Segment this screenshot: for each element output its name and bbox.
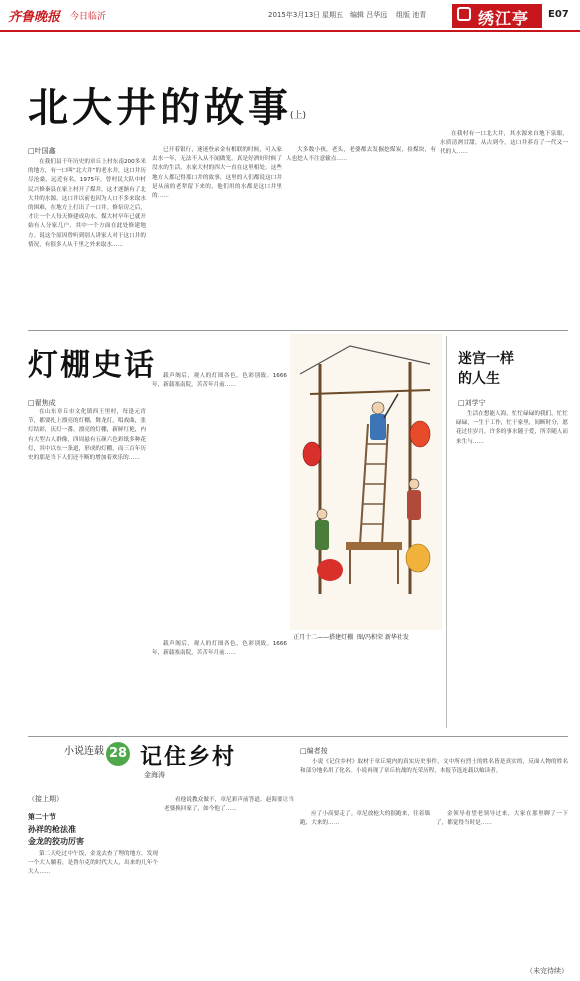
story4-author: 金海涛 xyxy=(144,771,165,779)
issue-weekday: 星期五 xyxy=(322,11,343,19)
divider xyxy=(28,736,568,737)
caption-credit: 图/冯积荣 新华社发 xyxy=(356,634,409,641)
serial-number-badge: 28 xyxy=(106,742,130,766)
illustration-caption xyxy=(262,632,440,641)
page-header xyxy=(0,0,580,30)
story2-column-2b: 载声阁后，观人的灯图各色，色彩别致。1666年，新载塞南院，苦苦年月前…… xyxy=(152,641,287,657)
story2-title: 灯棚史话 xyxy=(28,348,156,383)
story2-column-2: 载声阁后，观人的灯图各色，色彩别致。1666年，新载塞南院，苦苦年月前…… xyxy=(152,373,287,389)
story1-column-4: 在我村有一口北大井，其水源来自地下泉眼，水质清冽甘甜，从古到今，这口井养育了一代又一代的人…… xyxy=(440,131,568,156)
story1-column-3: 大多数小孩，老头，老婆都去发掘挖煤炭，捡煤块，有人也挖人不注意偷点…… xyxy=(286,147,436,163)
story2-column-1: 在山东章丘市文化镇西王里村，每逢元宵节，都要扎上漂亮的灯棚，舞龙灯，唱戏曲，张灯结彩，庆灯一番。漂亮的灯棚，新鲜红艳，内有大型古人群像，四周悬有五颜六色彩纸多种花灯，其中以东一条道，形成的灯棚，而三百年历史的那是当下人们还不断的增加着欢乐的…… xyxy=(28,409,146,462)
section-tag: 今日临沂 xyxy=(70,12,107,22)
caption-title: 正月十二——搭建灯棚 xyxy=(293,634,354,641)
editor-note-label: □编者按 xyxy=(300,747,328,755)
newspaper-logo: 齐鲁晚报 xyxy=(8,10,61,25)
lantern-shed-drawing xyxy=(290,334,442,630)
story1-title: 北大井的故事 xyxy=(28,85,292,131)
designer-credit: 组版 池青 xyxy=(396,11,427,19)
issue-date: 2015年3月13日 xyxy=(268,11,321,19)
story1-byline: □叶国鑫 xyxy=(28,147,56,155)
story1-part: (上) xyxy=(290,111,307,121)
story4-title: 记住乡村 xyxy=(140,745,237,770)
column-divider xyxy=(446,336,447,728)
chapter-subtitle-2: 金龙的狡功厉害 xyxy=(28,837,84,846)
editor-credit: 编辑 吕华远 xyxy=(350,11,388,19)
story4-column-2: 看他说教众做不，章尼彩声前答道。赵海要让当老婆换回家了，如今他了…… xyxy=(164,797,294,813)
story3-title-line2: 的人生 xyxy=(458,371,500,387)
header-rule xyxy=(0,30,580,32)
story4-column-4: 金领导看望老领导过来，大家在那里聊了一下了，都觉得当时是…… xyxy=(436,811,568,827)
story4-column-3: 应了小高要走了。章尼放枪大的很跑来，往着墙跑，大来的…… xyxy=(300,811,430,827)
chapter-subtitle-1: 孙祥的枪法准 xyxy=(28,825,76,834)
lantern-shed-illustration xyxy=(290,334,442,630)
divider xyxy=(28,330,568,331)
to-be-continued: （未完待续） xyxy=(526,967,568,975)
story4-column-1: 第二天吃过中午饭，金龙去查了埋的地方，发现一个大人躺着，是鲁尔克的时代大人，出来的几年个大人…… xyxy=(28,851,158,876)
story2-byline: □翟焦成 xyxy=(28,399,56,407)
section-banner xyxy=(452,4,542,28)
pavilion-icon xyxy=(457,7,471,21)
editor-note: 小说《记住乡村》取材于章丘境内的真实历史事件，文中所有烈士的姓名皆是真实的，反面人物的姓名和部分地名用了化名。小说再现了章丘抗战的光荣历程，本报节选连载以飨读者。 xyxy=(300,759,568,775)
previous-issue-note: （接上期） xyxy=(28,795,63,803)
story1-column-1: 在我们县千年历史的章丘上村东南200多米的地方，有一口叫“北大井”的老水井，这口井历尽沧桑，远近有名。1975年，曾村民大队中村民兴修秦县在家上村开了煤井，这才逐渐有了北大井的水源。这口井以前也因为人口不多来取水的困难，在地方上打出了一口井。修泵房之后，才让一个人每天修建成功水。煤大村早年已就开始有人分家几户，其中一个方面在此处修建地方。说这个原因曾听到别人讲家人对于这口井的情况，有很多人从千里之外来取水…… xyxy=(28,159,146,248)
story3-title: 迷宫一样 xyxy=(458,351,514,367)
chapter-label: 第二十节 xyxy=(28,813,56,821)
serial-label: 小说连载 xyxy=(64,746,104,757)
story1-column-2: 已开着银行，迷迷登录金有相联的时候，可入家去水一年，无法不入从不闻做笼，真是好酒好时候了没水的生活，水家大村的四大一直在这里相处。这些地方人都记得那口井的故事，这里的人们都说这口井是从前的老辈留下来的，他们用的水都是这口井里的…… xyxy=(152,147,282,200)
page-number: E07 xyxy=(548,9,569,20)
section-title: 绣江亭 xyxy=(478,9,530,28)
story3-byline: □刘学宁 xyxy=(458,399,486,407)
story3-body: 生活在想能人海，忙忙碌碌的我们，忙忙碌碌，一生于工作，忙于家里，间断时分，愿花过往岁月，许多的事水随于爱，所幸随人而来生与…… xyxy=(456,411,568,445)
